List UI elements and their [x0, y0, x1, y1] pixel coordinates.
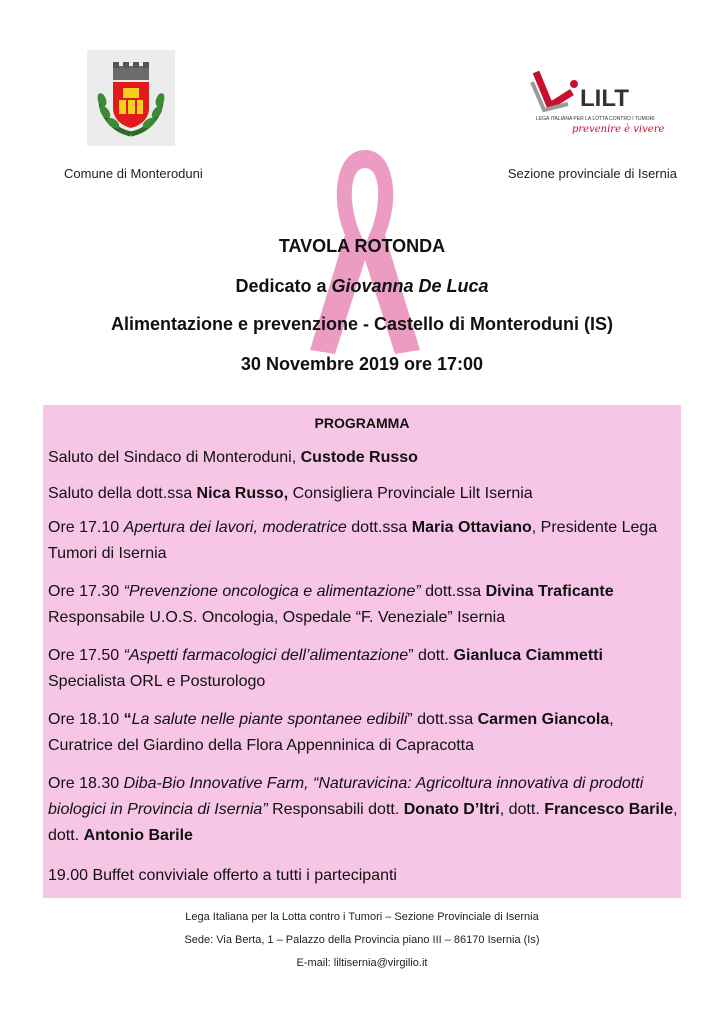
event-dedication: [0, 276, 724, 297]
program-item: Ore 17.30 “Prevenzione oncologica e alimentazione” dott.ssa Divina Traficante Responsabile U.O.S. Oncologia, Ospedale “F. Veneziale” Isernia: [48, 583, 614, 626]
program-item: Ore 18.10 “La salute nelle piante spontanee edibili” dott.ssa Carmen Giancola, Curatrice del Giardino della Flora Appenninica di Capracotta: [48, 711, 614, 754]
event-date: 30 Novembre 2019 ore 17:00: [240, 354, 484, 374]
program-item: 19.00 Buffet conviviale offerto a tutti i partecipanti: [48, 867, 397, 884]
program-item: Saluto del Sindaco di Monteroduni, Custode Russo: [48, 449, 418, 466]
section-label: Sezione provinciale di Isernia: [507, 166, 677, 181]
footer-address: Sede: Via Berta, 1 – Palazzo della Provincia piano III – 86170 Isernia (Is): [184, 934, 540, 946]
dedication-prefix: Dedicato a: [235, 276, 327, 296]
footer-organization: Lega Italiana per la Lotta contro i Tumori – Sezione Provinciale di Isernia: [185, 911, 539, 923]
svg-text:LILT: LILT: [580, 85, 629, 112]
lilt-logo-icon: [528, 64, 668, 136]
program-panel: [43, 405, 681, 898]
program-item: Ore 17.50 “Aspetti farmacologici dell’alimentazione” dott. Gianluca Ciammetti Specialista ORL e Posturologo: [48, 647, 603, 690]
program-item: Ore 17.10 Apertura dei lavori, moderatrice dott.ssa Maria Ottaviano, Presidente Lega Tumori di Isernia: [48, 519, 658, 562]
program-title: PROGRAMMA: [314, 415, 410, 431]
dedication-name: Giovanna De Luca: [331, 276, 489, 296]
svg-text:prevenire è vivere: prevenire è vivere: [572, 124, 665, 135]
event-title: TAVOLA ROTONDA: [278, 236, 446, 256]
municipality-label: Comune di Monteroduni: [64, 166, 203, 181]
footer-email: E-mail: liltisernia@virgilio.it: [296, 957, 428, 969]
program-item: Ore 18.30 Diba-Bio Innovative Farm, “Naturavicina: Agricoltura innovativa di prodotti biologici in Provincia di Isernia” Responsabili dott. Donato D’Itri, dott. Francesco Barile, dott. Antonio Barile: [48, 775, 678, 844]
program-item: Saluto della dott.ssa Nica Russo, Consigliera Provinciale Lilt Isernia: [48, 485, 533, 502]
svg-text:LEGA ITALIANA PER LA LOTTA CON: LEGA ITALIANA PER LA LOTTA CONTRO I TUMORI: [536, 116, 655, 122]
event-topic: Alimentazione e prevenzione - Castello di Monteroduni (IS): [110, 314, 614, 334]
municipal-crest-icon: [87, 50, 175, 146]
